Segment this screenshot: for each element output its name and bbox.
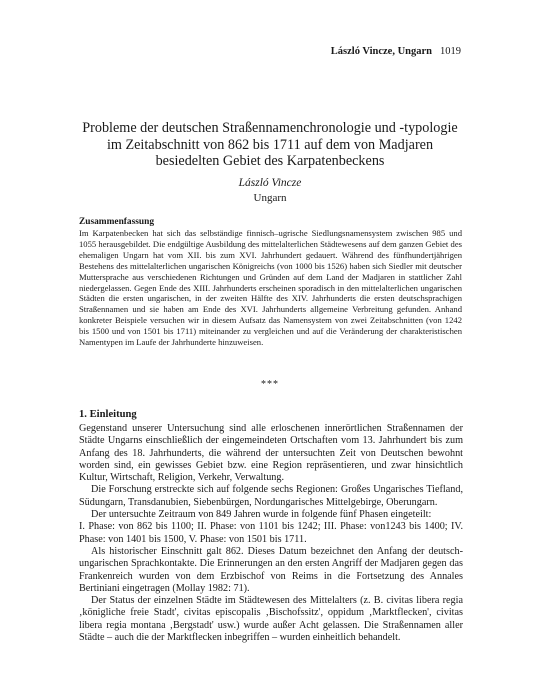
author-country: Ungarn	[253, 192, 287, 204]
paragraph: Der Status der einzelnen Städte im Städtewesen des Mittelalters (z. B. civitas libera regia ‚königliche freie Stadt', civitas episcopalis ‚Bischofssitz', oppidum ‚Marktflecken', civitas libera regia montana ‚Bergstadt' usw.) wurde außer Acht gelassen. Die Straßennamen aller Städte – auch die der Marktflecken inbegriffen – wurden einheitlich behandelt.	[79, 595, 463, 644]
running-head-author: László Vincze, Ungarn	[330, 46, 432, 57]
abstract-heading: Zusammenfassung	[79, 217, 155, 227]
paper-title: Probleme der deutschen Straßennamenchronologie und -typologie im Zeitabschnitt von 862 bis 1711 auf dem von Madjaren besiedelten Gebiet des Karpatenbeckens	[82, 120, 458, 169]
paragraph: Die Forschung erstreckte sich auf folgende sechs Regionen: Großes Ungarisches Tiefland, Südungarn, Transdanubien, Siebenbürgen, Nordungarisches Mittelgebirge, Oberungarn.	[79, 484, 463, 508]
author-name: László Vincze	[238, 177, 302, 189]
running-head	[331, 46, 461, 57]
section-separator: ***	[261, 379, 279, 390]
paragraph: Gegenstand unserer Untersuchung sind alle erloschenen innerörtlichen Straßennamen der Städte Ungarns einschließlich der eingemeindeten Ortschaften vom 13. Jahrhundert bis zum Anfang des 18. Jahrhunderts, die während der untersuchten Zeit von Deutschen bewohnt worden sind, ein gewisses Gebiet bzw. eine Region repräsentieren, und zwar hinsichtlich Kultur, Wirtschaft, Religion, Verkehr, Verwaltung.	[79, 423, 463, 484]
section-heading: 1. Einleitung	[79, 409, 137, 420]
paragraph: Der untersuchte Zeitraum von 849 Jahren wurde in folgende fünf Phasen eingeteilt:	[91, 509, 432, 521]
abstract-text: Im Karpatenbecken hat sich das selbständige finnisch–ugrische Siedlungsnamensystem zwischen 985 und 1055 herausgebildet. Die endgültige Ausbildung des mittelalterlichen Städtewesens auf dem ganzen Gebiet des ehemaligen Ungarn hat vom XII. bis zum XVI. Jahrhundert gedauert. Während des fünfhundertjährigen Bestehens des mittelalterlichen ungarischen Königreichs (von 1000 bis 1526) haben sich Siedler mit deutscher Muttersprache aus verschiedenen Richtungen und Gründen auf dem Land der Madjaren in stattlicher Zahl niedergelassen. Gegen Ende des XIII. Jahrhunderts erscheinen sporadisch in den mittelalterlichen ungarischen Städten die ersten ungarischen, in der zweiten Hälfte des XIV. Jahrhunderts die ersten deutschsprachigen Straßennamen und sie haben am Ende des XVI. Jahrhunderts allgemeine Verbreitung gefunden. Anhand konkreter Beispiele versuchen wir in diesem Aufsatz das Namensystem von zwei Zeitabschnitten (von 1242 bis 1500 und von 1501 bis 1711) miteinander zu vergleichen und auf die Veränderung der charakteristischen Namentypen im Laufe der Jahrhunderte hinzuweisen.	[79, 228, 462, 348]
page-number: 1019	[440, 46, 461, 57]
paragraph: I. Phase: von 862 bis 1100; II. Phase: von 1101 bis 1242; III. Phase: von1243 bis 1400; IV. Phase: von 1401 bis 1500, V. Phase: von 1501 bis 1711.	[79, 521, 463, 545]
paragraph: Als historischer Einschnitt galt 862. Dieses Datum bezeichnet den Anfang der deutsch-ungarischen Sprachkontakte. Die Erinnerungen an den ersten Angriff der Madjaren gegen das Frankenreich wurden von dem Erzbischof von Reims in die Fortsetzung des Annales Bertiniani eingetragen (Mollay 1982: 71).	[79, 545, 463, 594]
section-body	[79, 423, 463, 644]
